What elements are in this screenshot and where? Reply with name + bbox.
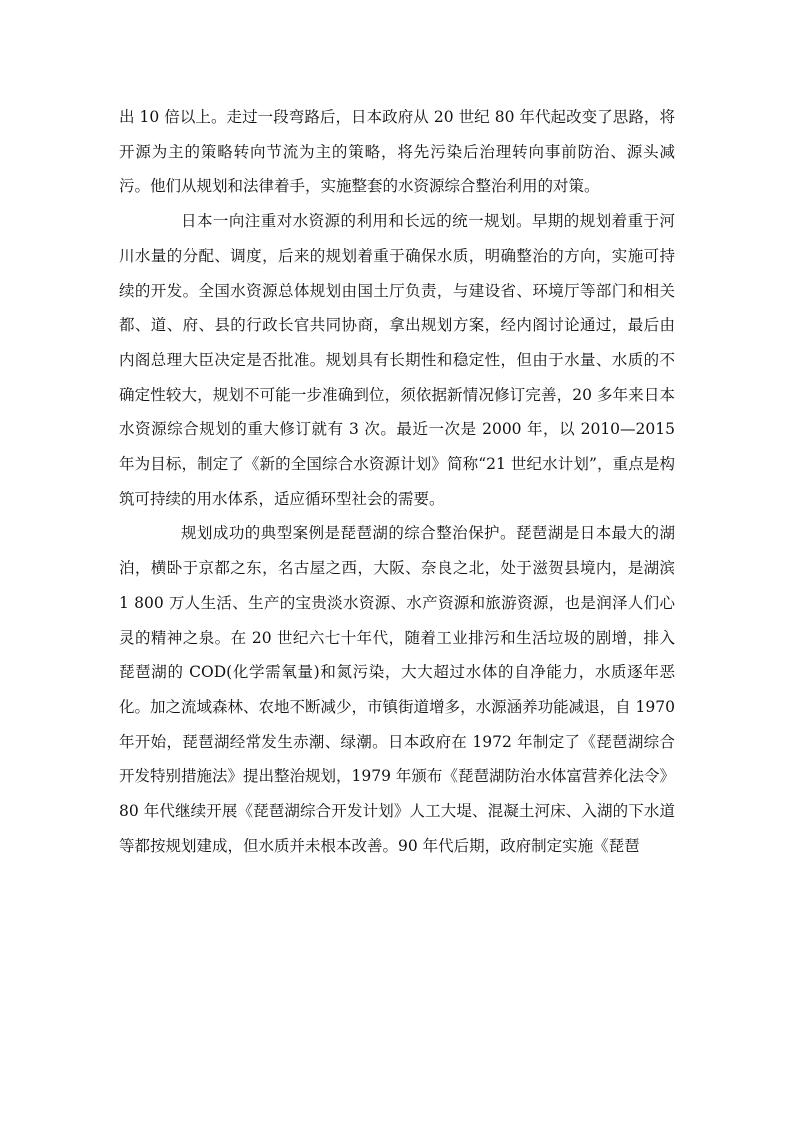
paragraph-biwa-lake: 规划成功的典型案例是琵琶湖的综合整治保护。琵琶湖是日本最大的湖泊，横卧于京都之东，名古屋之西，大阪、奈良之北，处于滋贺县境内，是湖滨 1 800 万人生活、生产的宝贵淡水资源、水产资源和旅游资源，也是润泽人们心灵的精神之泉。在 20 世纪六七十年代，随着工业排污和生活垃圾的剧增，排入琵琶湖的 COD(化学需氧量)和氮污染，大大超过水体的自净能力，水质逐年恶化。加之流域森林、农地不断减少，市镇街道增多，水源涵养功能减退，自 1970 年开始，琵琶湖经常发生赤潮、绿潮。日本政府在 1972 年制定了《琵琶湖综合开发特别措施法》提出整治规划，1979 年颁布《琵琶湖防治水体富营养化法令》80 年代继续开展《琵琶湖综合开发计划》人工大堤、混凝土河床、入湖的下水道等都按规划建成，但水质并未根本改善。90 年代后期，政府制定实施《琵琶 [119, 524, 675, 855]
paragraph-continuation: 出 10 倍以上。走过一段弯路后，日本政府从 20 世纪 80 年代起改变了思路，将开源为主的策略转向节流为主的策略，将先污染后治理转向事前防治、源头减污。他们从规划和法律着手，实施整套的水资源综合整治利用的对策。 [119, 108, 675, 196]
document-body [119, 100, 675, 863]
paragraph-planning: 日本一向注重对水资源的利用和长远的统一规划。早期的规划着重于河川水量的分配、调度，后来的规划着重于确保水质，明确整治的方向，实施可持续的开发。全国水资源总体规划由国土厅负责，与建设省、环境厅等部门和相关都、道、府、县的行政长官共同协商，拿出规划方案，经内阁讨论通过，最后由内阁总理大臣决定是否批准。规划具有长期性和稳定性，但由于水量、水质的不确定性较大，规划不可能一步准确到位，须依据新情况修订完善，20 多年来日本水资源综合规划的重大修订就有 3 次。最近一次是 2000 年，以 2010—2015 年为目标，制定了《新的全国综合水资源计划》简称“21 世纪水计划”，重点是构筑可持续的用水体系，适应循环型社会的需要。 [119, 212, 675, 508]
